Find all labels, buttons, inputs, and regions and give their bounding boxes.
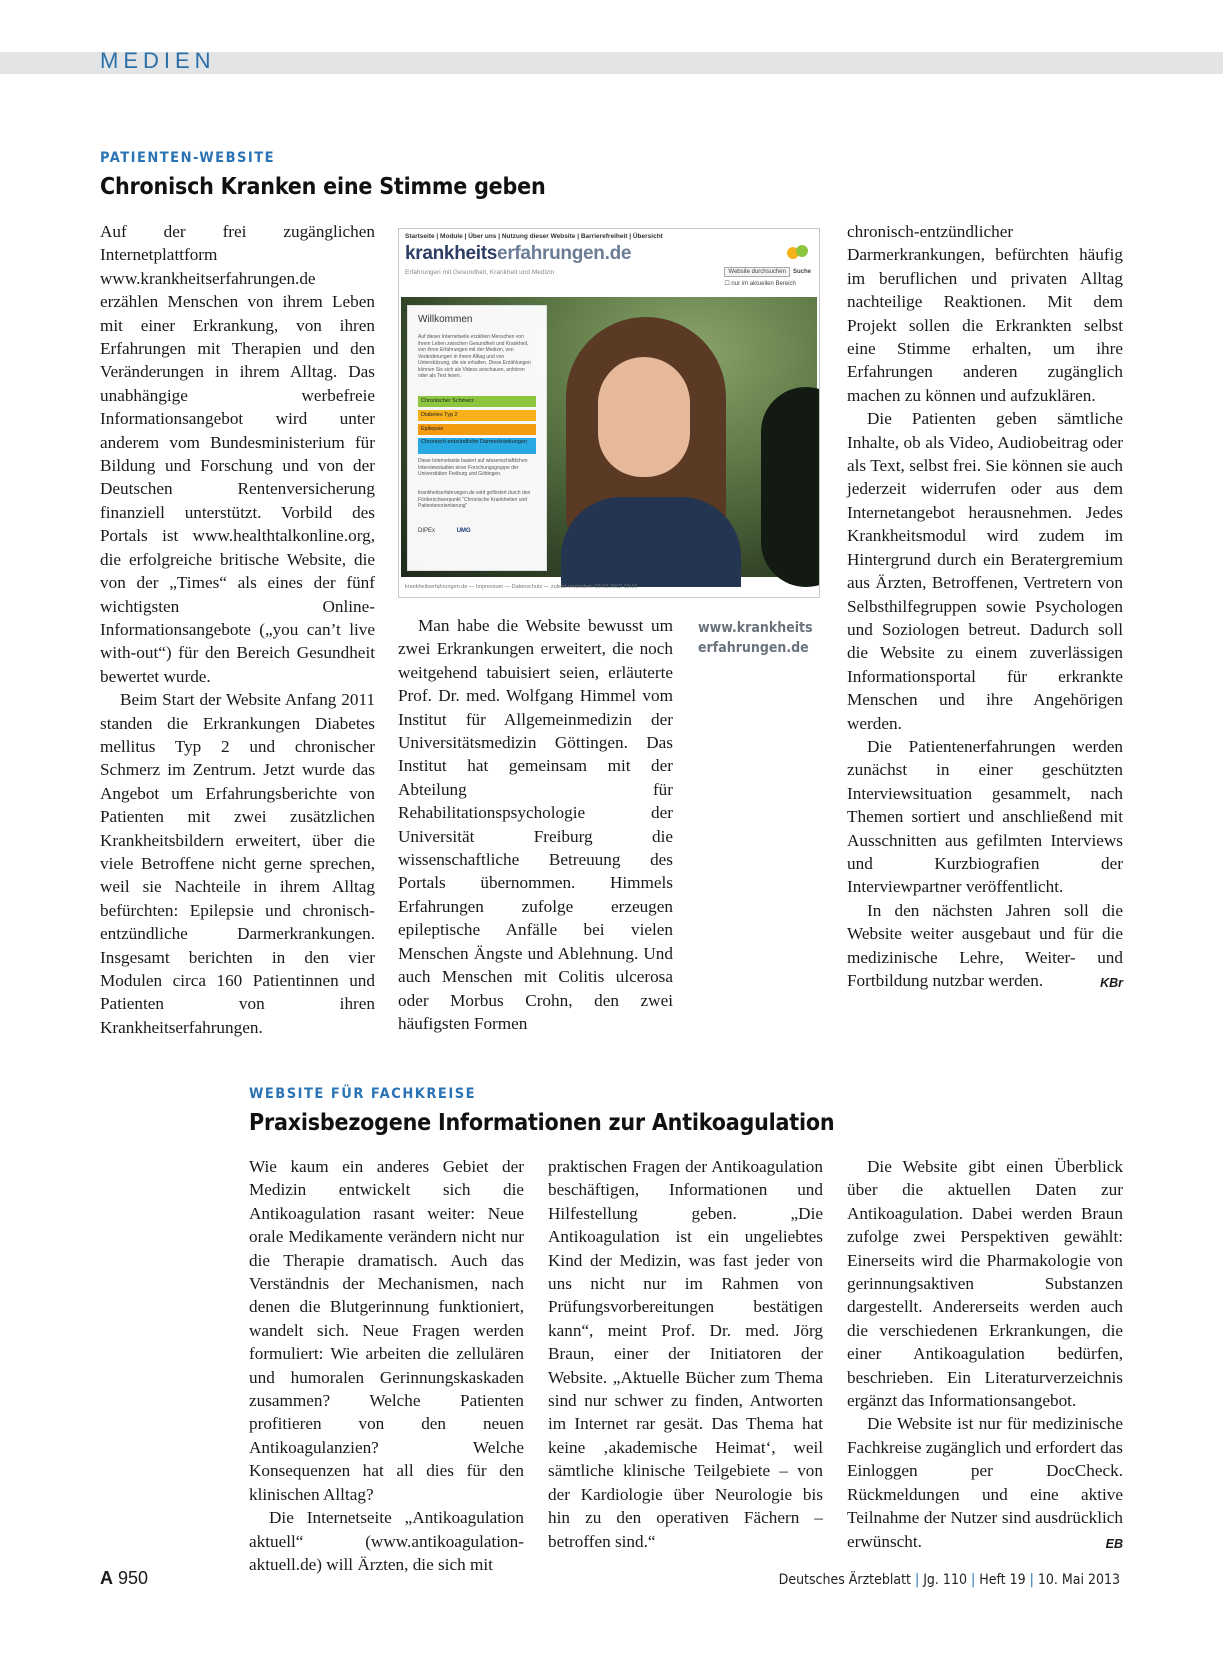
photo-face — [598, 357, 690, 477]
screenshot-subline: Erfahrungen mit Gesundheit, Krankheit und Medizin — [405, 269, 555, 276]
paragraph: Auf der frei zugänglichen Internetplattform www.krankheitserfahrungen.de erzählen Menschen von ihrem Leben mit einer Erkrankung, von ihren Erfahrungen mit Therapien und den Veränderungen in ihrem Alltag. Das unabhängige werbefreie Informationsangebot wird unter anderem vom Bundesministerium für Bildung und Forschung und von der Deutschen Rentenversicherung finanziell unterstützt. Vorbild des Portals ist www.healthtalkonline.org, die erfolgreiche britische Website, die von der „Times“ als eines der fünf wichtigsten Online-Informationsangebote („you can’t live with-out“) für den Bereich Gesundheit bewertet wurde. — [100, 222, 375, 686]
photo-shoulder — [761, 387, 820, 587]
article2-column-2 — [548, 1155, 823, 1553]
panel-title: Willkommen — [418, 314, 473, 325]
article1-column-2 — [398, 614, 673, 1035]
paragraph: chronisch-entzündlicher Darmerkrankungen, befürchten häufig im beruflichen und privaten Alltag nachteilige Reaktionen. Mit dem Projekt sollen die Erkrankten selbst eine Stimme erhalten, um ihre Erfahrungen anderen zugänglich machen zu können und aufzuklären. — [847, 222, 1123, 405]
journal-issue: Heft 19 — [979, 1572, 1026, 1588]
search-input: Website durchsuchen — [724, 267, 790, 277]
article2-column-3 — [847, 1155, 1123, 1556]
author-signature: KBr — [1100, 976, 1123, 990]
umg-logo: UMG — [456, 528, 471, 534]
figure-caption: www.krankheits erfahrungen.de — [698, 620, 813, 656]
panel-text: Diese Internetseite basiert auf wissenschaftlichen Interviewstudien einer Forschungsgruppe der Universitäten Freiburg und Göttingen. — [418, 458, 528, 477]
module-bar: Chronisch-entzündliche Darmerkrankungen — [418, 438, 536, 454]
panel-text: krankheitserfahrungen.de wird gefördert durch den Förderschwerpunkt "Chronische Krankheiten und Patientenorientierung" — [418, 490, 531, 509]
paragraph: Man habe die Website bewusst um zwei Erkrankungen erweitert, die noch weitgehend tabuisiert seien, erläuterte Prof. Dr. med. Wolfgang Himmel vom Institut für Allgemeinmedizin der Universitätsmedizin Göttingen. Das Institut hat gemeinsam mit der Abteilung für Rehabilitationspsychologie der Universität Freiburg die wissenschaftliche Betreuung des Portals übernommen. Himmels Erfahrungen zufolge erzeugen epileptische Anfälle bei vielen Menschen Ängste und Ablehnung. Und auch Menschen mit Colitis ulcerosa oder Morbus Crohn, den zwei häufigsten Formen — [398, 616, 673, 1033]
paragraph: Die Website gibt einen Überblick über die aktuellen Daten zur Antikoagulation. Dabei werden Braun zufolge zwei Perspektiven gewählt: Einerseits wird die Pharmakologie von gerinnungsaktiven Substanzen dargestellt. Andererseits werden auch die verschiedenen Erkrankungen, die einer Antikoagulation bedürfen, beschrieben. Ein Literaturverzeichnis ergänzt das Informationsangebot. — [847, 1157, 1123, 1411]
photo-sweater — [561, 497, 741, 587]
page-number: A 950 — [100, 1568, 149, 1588]
module-bar: Chronischer Schmerz — [418, 396, 536, 407]
article2-column-1 — [249, 1155, 524, 1576]
paragraph: Die Patientenerfahrungen werden zunächst in einer geschützten Interviewsituation gesammelt, nach Themen sortiert und anschließend mit Ausschnitten aus gefilmten Interviews und Kurzbiografien der Interviewpartner veröffentlicht. — [847, 736, 1123, 897]
website-screenshot — [398, 228, 820, 598]
module-bar: Epilepsie — [418, 424, 536, 435]
search-option: ☐ nur im aktuellen Bereich — [724, 281, 796, 287]
screenshot-search — [724, 267, 811, 287]
author-signature: EB — [1105, 1536, 1123, 1551]
journal-footer: Deutsches Ärzteblatt | Jg. 110 | Heft 19 | 10. Mai 2013 — [778, 1572, 1120, 1588]
paragraph: Wie kaum ein anderes Gebiet der Medizin entwickelt sich die Antikoagulation rasant weiter: Neue orale Medikamente verändern nicht nur die Therapie dramatisch. Auch das Verständnis der Mechanismen, nach denen die Blutgerinnung funktioniert, wandelt sich. Neue Fragen werden formuliert: Wie arbeiten die zellulären und humoralen Gerinnungskaskaden zusammen? Welche Patienten profitieren von den neuen Antikoagulanzien? Welche Konsequenzen hat all dies für den klinischen Alltag? — [249, 1157, 524, 1504]
journal-volume: Jg. 110 — [923, 1572, 967, 1588]
paragraph: In den nächsten Jahren soll die Website weiter ausgebaut und für die medizinische Lehre, Weiter- und Fortbildung nutzbar werden. KBr — [847, 899, 1123, 993]
paragraph: Die Website ist nur für medizinische Fachkreise zugänglich und erfordert das Einloggen per DocCheck. Rückmeldungen und eine aktive Teilnahme der Nutzer sind ausdrücklich erwünscht. EB — [847, 1412, 1123, 1552]
paragraph: Die Internetseite „Antikoagulation aktuell“ (www.antikoagulation-aktuell.de) will Ärzten, die sich mit — [249, 1508, 524, 1574]
article1-column-1 — [100, 220, 375, 1039]
portrait-photo — [401, 297, 817, 577]
panel-text: Auf dieser Internetseite erzählen Menschen von ihrem Leben zwischen Gesundheit und Krankheit, von ihren Erfahrungen mit der Medizin, von Veränderungen in ihrem Alltag und von Unterstützung, die sie erhalten. Diese Erzählungen können Sie sich als Videos anschauen, anhören oder als Text lesen. — [418, 334, 531, 379]
article1-kicker: PATIENTEN-WEBSITE — [100, 150, 276, 166]
section-label: MEDIEN — [100, 48, 216, 73]
article1-column-3 — [847, 220, 1123, 995]
paragraph: Beim Start der Website Anfang 2011 standen die Erkrankungen Diabetes mellitus Typ 2 und chronischer Schmerz im Zentrum. Jetzt wurde das Angebot um Erfahrungsberichte von Patienten mit zwei zusätzlichen Krankheitsbildern erweitert, über die viele Betroffene nicht gerne sprechen, weil sie Nachteile in ihrem Alltag befürchten: Epilepsie und chronisch-entzündliche Darmerkrankungen. Insgesamt berichten in den vier Modulen circa 160 Patientinnen und Patienten von ihren Krankheitserfahrungen. — [100, 690, 375, 1037]
journal-name: Deutsches Ärzteblatt — [778, 1572, 911, 1588]
article2-headline: Praxisbezogene Informationen zur Antikoagulation — [249, 1110, 835, 1136]
article1-headline: Chronisch Kranken eine Stimme geben — [100, 174, 546, 200]
journal-date: 10. Mai 2013 — [1037, 1572, 1120, 1588]
module-bar: Diabetes Typ 2 — [418, 410, 536, 421]
screenshot-logo: krankheitserfahrungen.de — [405, 243, 632, 264]
paragraph: praktischen Fragen der Antikoagulation beschäftigen, Informationen und Hilfestellung geben. „Die Antikoagulation ist ein ungeliebtes Kind der Medizin, was fast jeder von uns nicht nur im Rahmen von Prüfungsvorbereitungen bestätigen kann“, meint Prof. Dr. med. Jörg Braun, einer der Initiatoren der Website. „Aktuelle Bücher zum Thema sind nur schwer zu finden, Antworten im Internet rar gesät. Das Thema hat keine ‚akademische Heimat‘, weil sämtliche klinische Teilgebiete – von der Kardiologie über Neurologie bis hin zu den operativen Fächern – betroffen sind.“ — [548, 1157, 823, 1551]
welcome-panel — [407, 305, 547, 571]
dipex-logo: DIPEx — [418, 528, 436, 534]
panel-logos — [418, 528, 491, 534]
search-button: Suche — [792, 269, 811, 275]
logo-dots-icon — [787, 245, 809, 259]
paragraph: Die Patienten geben sämtliche Inhalte, ob als Video, Audiobeitrag oder als Text, selbst frei. Sie können sie auch jederzeit widerrufen oder aus dem Internetangebot herausnehmen. Jedes Krankheitsmodul wird zudem im Hintergrund durch ein Beratergremium aus Ärzten, Betroffenen, Vertretern von Selbsthilfegruppen sowie Psychologen und Soziologen betreut. Dadurch soll die Website zu einem zuverlässigen Informationsportal für erkrankte Menschen und ihre Angehörigen werden. — [847, 409, 1123, 733]
screenshot-nav: Startseite | Module | Über uns | Nutzung dieser Website | Barrierefreiheit | Übersicht — [405, 233, 663, 240]
article2-kicker: WEBSITE FÜR FACHKREISE — [249, 1086, 477, 1102]
screenshot-footer: krankheitserfahrungen.de — Impressum — Datenschutz — zuletzt verändert: 02.03.2012 13:10 — [405, 584, 638, 590]
